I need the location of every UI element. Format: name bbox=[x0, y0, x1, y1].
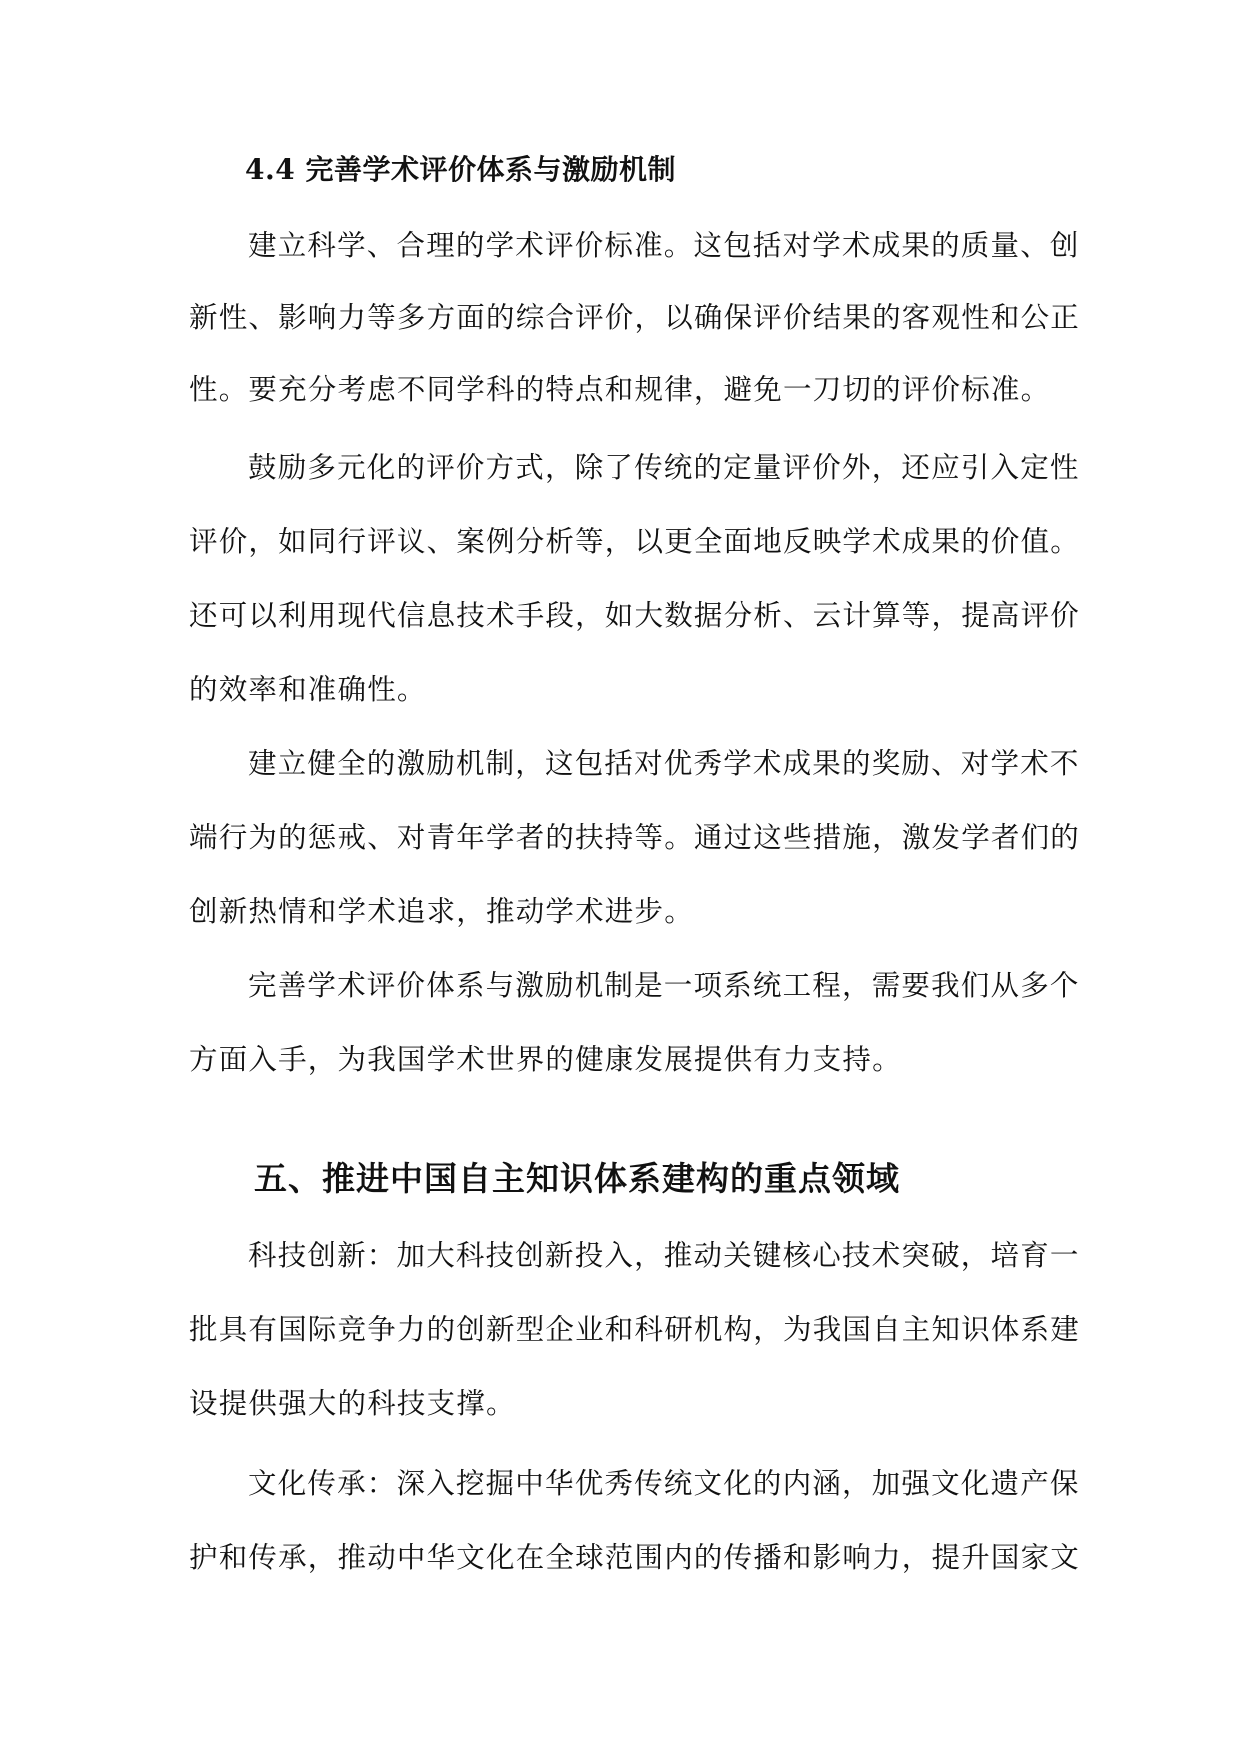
paragraph-line: 端行为的惩戒、对青年学者的扶持等。通过这些措施，激发学者们的 bbox=[189, 821, 1081, 854]
paragraph-line: 建立科学、合理的学术评价标准。这包括对学术成果的质量、创 bbox=[248, 229, 1080, 262]
paragraph-line: 建立健全的激励机制，这包括对优秀学术成果的奖励、对学术不 bbox=[248, 747, 1080, 780]
paragraph-line: 批具有国际竞争力的创新型企业和科研机构，为我国自主知识体系建 bbox=[189, 1313, 1081, 1346]
paragraph-line: 新性、影响力等多方面的综合评价，以确保评价结果的客观性和公正 bbox=[189, 301, 1081, 334]
paragraph-line: 完善学术评价体系与激励机制是一项系统工程，需要我们从多个 bbox=[248, 969, 1080, 1002]
paragraph-line: 性。要充分考虑不同学科的特点和规律，避免一刀切的评价标准。 bbox=[189, 373, 1051, 406]
paragraph-line: 创新热情和学术追求，推动学术进步。 bbox=[189, 895, 694, 928]
paragraph-line: 的效率和准确性。 bbox=[189, 673, 427, 706]
paragraph-line: 护和传承，推动中华文化在全球范围内的传播和影响力，提升国家文 bbox=[189, 1541, 1081, 1574]
section-heading: 五、推进中国自主知识体系建构的重点领域 bbox=[254, 1159, 900, 1198]
subsection-heading: 4.4 完善学术评价体系与激励机制 bbox=[245, 153, 676, 186]
paragraph-line: 设提供强大的科技支撑。 bbox=[189, 1387, 516, 1420]
paragraph-line: 科技创新：加大科技创新投入，推动关键核心技术突破，培育一 bbox=[248, 1239, 1080, 1272]
paragraph-line: 评价，如同行评议、案例分析等，以更全面地反映学术成果的价值。 bbox=[189, 525, 1081, 558]
paragraph-line: 还可以利用现代信息技术手段，如大数据分析、云计算等，提高评价 bbox=[189, 599, 1081, 632]
paragraph-line: 文化传承：深入挖掘中华优秀传统文化的内涵，加强文化遗产保 bbox=[248, 1467, 1080, 1500]
paragraph-line: 方面入手，为我国学术世界的健康发展提供有力支持。 bbox=[189, 1043, 902, 1076]
paragraph-line: 鼓励多元化的评价方式，除了传统的定量评价外，还应引入定性 bbox=[248, 451, 1080, 484]
